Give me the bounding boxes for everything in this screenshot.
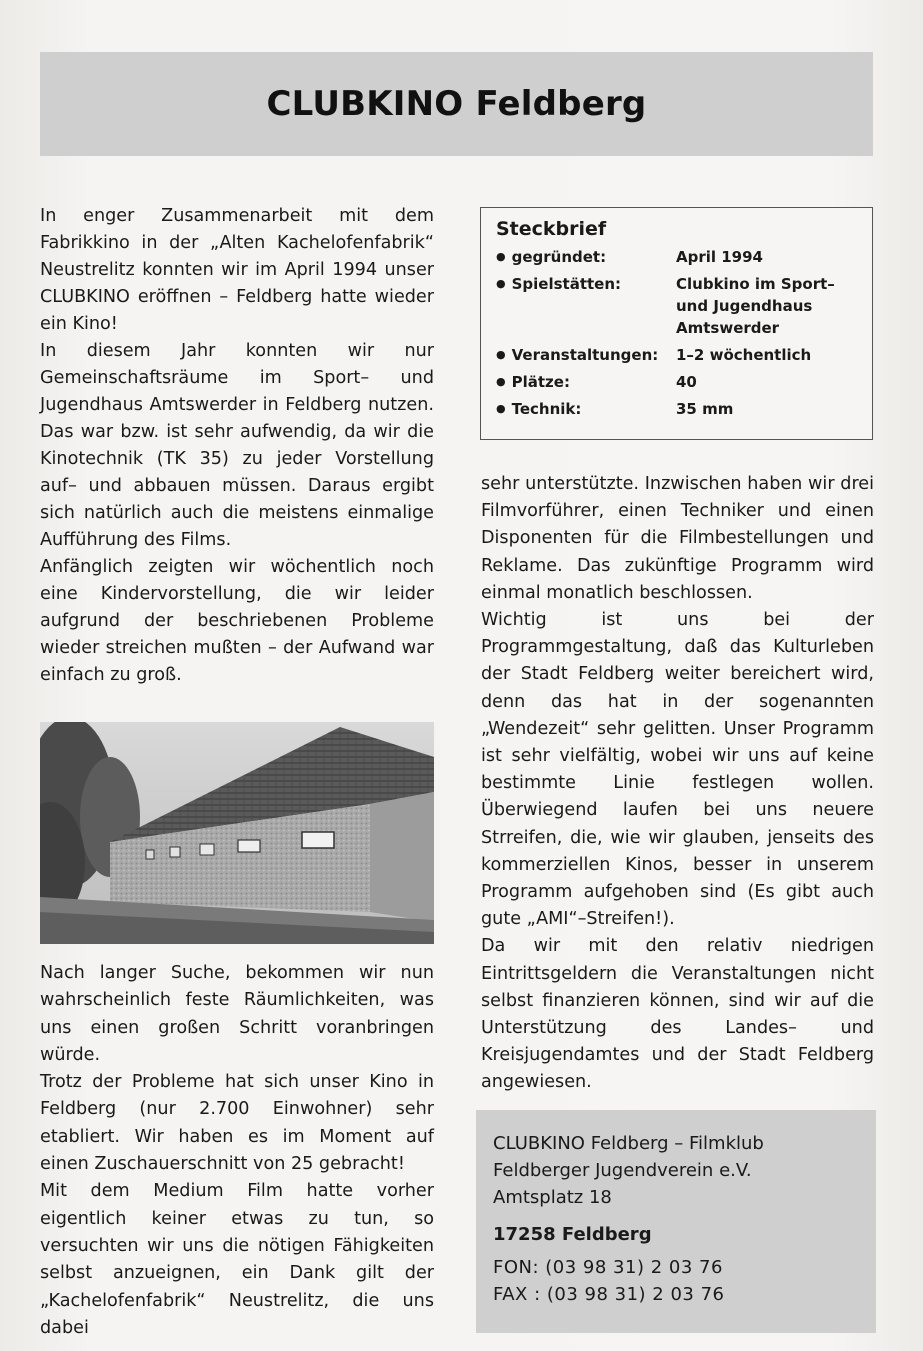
- steckbrief-value: Clubkino im Sport– und Jugendhaus Amtswerder: [676, 275, 835, 337]
- paragraph: Wichtig ist uns bei der Programmgestaltung, daß das Kulturleben der Stadt Feldberg weiter bereichert wird, denn das hat in der sogenannten „Wendezeit“ sehr gelitten. Unser Programm ist sehr vielfältig, wobei wir uns auf keine bestimmte Linie festlegen wollen. Überwiegend laufen bei uns neuere Strreifen, die, wie wir glauben, jenseits des kommerziellen Kinos, besser in unserem Programm aufgehoben sind (Es gibt auch gute „AMI“–Streifen!).: [481, 610, 874, 930]
- steckbrief-row: [496, 371, 858, 393]
- steckbrief-value: 35 mm: [676, 400, 734, 418]
- steckbrief-value: April 1994: [676, 248, 763, 266]
- steckbrief-row: [496, 398, 858, 420]
- contact-box: [476, 1110, 876, 1333]
- contact-name: CLUBKINO Feldberg – Filmklub: [493, 1133, 764, 1154]
- steckbrief-row: [496, 246, 858, 268]
- steckbrief-key: ● Plätze:: [496, 371, 676, 393]
- steckbrief-key: ● Spielstätten:: [496, 273, 676, 339]
- contact-city: 17258 Feldberg: [493, 1224, 652, 1245]
- left-column-bottom: [40, 960, 434, 1342]
- title-bar: [40, 52, 873, 156]
- paragraph: Nach langer Suche, bekommen wir nun wahrscheinlich feste Räumlichkeiten, was uns einen großen Schritt voranbringen würde.: [40, 963, 434, 1065]
- paragraph: Trotz der Probleme hat sich unser Kino in Feldberg (nur 2.700 Einwohner) sehr etabliert. Wir haben es im Moment auf einen Zuschauerschnitt von 25 gebracht!: [40, 1072, 434, 1175]
- right-column: [481, 471, 874, 1097]
- steckbrief-key: ● gegründet:: [496, 246, 676, 268]
- paragraph: Mit dem Medium Film hatte vorher eigentlich keiner etwas zu tun, so versuchten wir uns die nötigen Fähigkeiten selbst anzueignen, ein Dank gilt der „Kachelofenfabrik“ Neustrelitz, die uns dabei: [40, 1181, 434, 1338]
- steckbrief-row: [496, 273, 858, 339]
- steckbrief-row: [496, 344, 858, 366]
- paragraph: In enger Zusammenarbeit mit dem Fabrikkino in der „Alten Kachelofenfabrik“ Neustrelitz konnten wir im April 1994 unser CLUBKINO eröffnen – Feldberg hatte wieder ein Kino!: [40, 206, 434, 334]
- paragraph: Anfänglich zeigten wir wöchentlich noch eine Kindervorstellung, die wir leider aufgrund der beschriebenen Probleme wieder streichen mußten – der Aufwand war einfach zu groß.: [40, 557, 434, 685]
- steckbrief-value: 1–2 wöchentlich: [676, 346, 812, 364]
- page-title: CLUBKINO Feldberg: [266, 84, 647, 124]
- steckbrief-value: 40: [676, 373, 697, 391]
- steckbrief-key: ● Veranstaltungen:: [496, 344, 676, 366]
- steckbrief-box: [480, 207, 873, 440]
- steckbrief-heading: Steckbrief: [496, 218, 607, 240]
- contact-street: Amtsplatz 18: [493, 1187, 612, 1208]
- paragraph: sehr unterstützte. Inzwischen haben wir drei Filmvorführer, einen Techniker und einen Disponenten für die Filmbestellungen und Reklame. Das zukünftige Programm wird einmal monatlich beschlossen.: [481, 474, 874, 603]
- building-photo: [40, 722, 434, 944]
- paragraph: Da wir mit den relativ niedrigen Eintrittsgeldern die Veranstaltungen nicht selbst finanzieren können, sind wir auf die Unterstützung des Landes– und Kreisjugendamtes und der Stadt Feldberg angewiesen.: [481, 936, 874, 1093]
- paragraph: In diesem Jahr konnten wir nur Gemeinschaftsräume im Sport– und Jugendhaus Amtswerder in Feldberg nutzen. Das war bzw. ist sehr aufwendig, da wir die Kinotechnik (TK 35) zu jeder Vorstellung auf– und abbauen müssen. Daraus ergibt sich natürlich auch die meistens einmalige Aufführung des Films.: [40, 341, 434, 550]
- building-photo-illustration: [40, 722, 434, 944]
- steckbrief-key: ● Technik:: [496, 398, 676, 420]
- contact-phone: FON: (03 98 31) 2 03 76: [493, 1257, 723, 1278]
- left-column-top: [40, 203, 434, 689]
- contact-organization: Feldberger Jugendverein e.V.: [493, 1160, 752, 1181]
- contact-fax: FAX : (03 98 31) 2 03 76: [493, 1284, 725, 1305]
